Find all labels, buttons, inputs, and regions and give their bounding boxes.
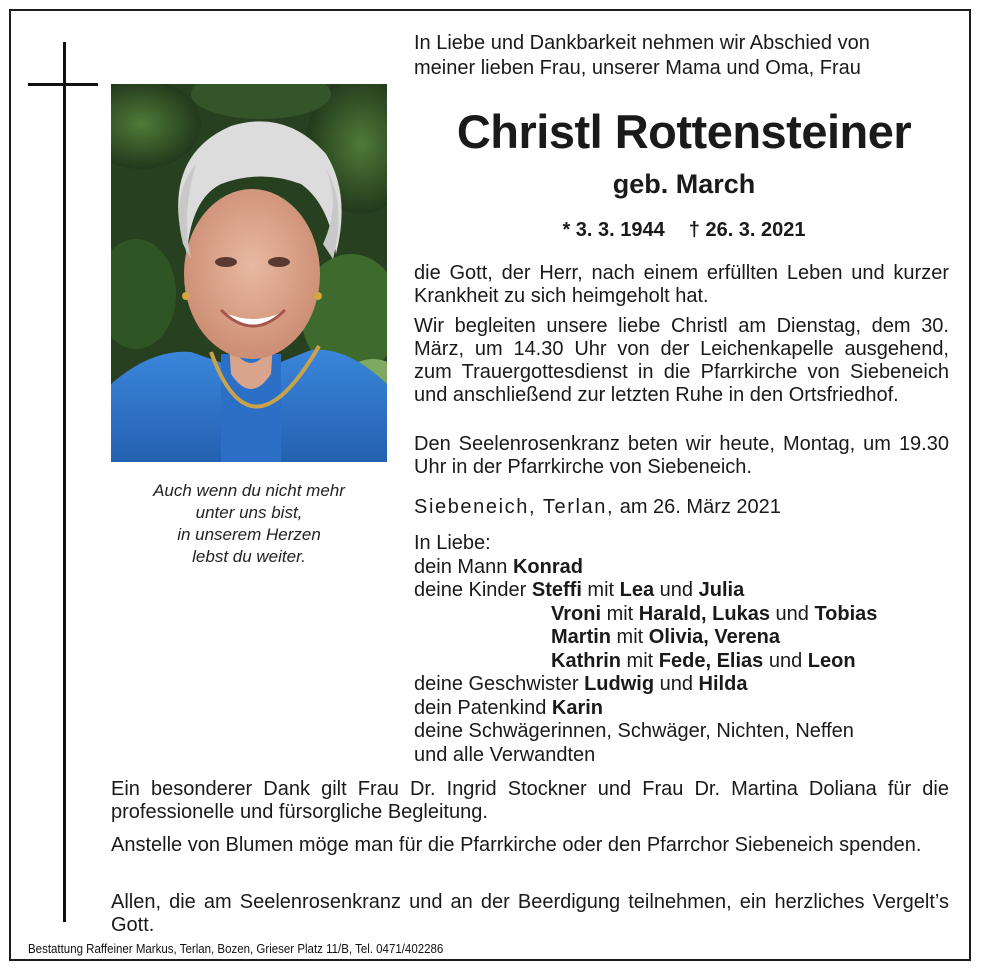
undertaker-info: Bestattung Raffeiner Markus, Terlan, Bozen, Grieser Platz 11/B, Tel. 0471/402286 [28,942,444,956]
quote-line: Auch wenn du nicht mehr [153,481,345,500]
life-dates [414,217,954,243]
relation-label: dein Patenkind [414,696,552,719]
intro-text [414,31,954,81]
quote-line: lebst du weiter. [192,547,306,566]
connector-text: und [769,602,815,625]
intro-line: In Liebe und Dankbarkeit nehmen wir Abschied von [414,32,870,54]
family-row [414,579,877,603]
relative-name: Lea [619,579,655,601]
relation-label: deine Kinder [414,579,532,601]
relative-name: Tobias [814,602,878,625]
death-date: † 26. 3. 2021 [688,219,806,241]
family-row [414,744,877,768]
deceased-name: Christl Rottensteiner [456,105,912,158]
relative-name: Olivia, Verena [648,626,780,648]
obituary-notice [9,9,971,961]
relation-label: deine Geschwister [414,673,585,695]
relation-label: dein Mann [414,555,513,578]
family-row [414,720,877,744]
donation-note: Anstelle von Blumen möge man für die Pfarrkirche oder den Pfarrchor Siebeneich spenden. [111,834,922,856]
family-list [414,532,877,767]
connector-text: mit [581,579,620,601]
relative-name: Julia [698,579,745,601]
relative-name: Fede, Elias [658,649,764,672]
place-date [414,494,781,520]
family-row [414,650,877,674]
family-row [414,626,877,650]
cross-icon-horizontal [28,83,98,86]
intro-line: meiner lieben Frau, unserer Mama und Oma, Frau [414,57,861,79]
relative-name: Leon [807,649,856,672]
family-row [414,603,877,627]
connector-text: mit [621,649,659,672]
memorial-quote [111,480,387,568]
quote-line: in unserem Herzen [177,525,321,544]
connector-text: mit [611,626,649,648]
relative-name: Harald, Lukas [638,602,770,625]
connector-text: und [654,579,699,601]
relative-name: Kathrin [551,649,621,672]
family-row [414,556,877,580]
place: Siebeneich, Terlan, [414,496,615,518]
cross-icon-vertical [63,42,66,922]
quote-line: unter uns bist, [195,503,303,522]
family-row [414,697,877,721]
relative-name: Karin [551,696,604,719]
relative-name: Konrad [512,555,583,578]
thanks-doctors: Ein besonderer Dank gilt Frau Dr. Ingrid Stockner und Frau Dr. Martina Doliana für die professionelle und fürsorgliche Begleitung. [111,778,949,823]
relative-name: Ludwig [584,673,655,695]
relation-label: deine Schwägerinnen, Schwäger, Nichten, Neffen [414,720,854,742]
connector-text: mit [601,602,639,625]
family-heading: In Liebe: [414,532,491,554]
date: am 26. März 2021 [619,496,781,518]
family-row [414,673,877,697]
maiden-name: geb. March [612,169,756,199]
paragraph-funeral: Wir begleiten unsere liebe Christl am Dienstag, dem 30. März, um 14.30 Uhr von der Leichenkapelle ausgehend, zum Trauergottesdienst in die Pfarrkirche von Siebeneich und anschließend zur letzten Ruhe in den Ortsfriedhof. [414,315,949,406]
thanks-attendees: Allen, die am Seelenrosenkranz und an der Beerdigung teilnehmen, ein herzliches Vergelt’s Gott. [111,891,949,936]
portrait-photo [111,84,387,462]
connector-text: und [763,649,808,672]
relative-name: Hilda [698,673,748,695]
relative-name: Steffi [531,579,582,601]
relation-label: und alle Verwandten [414,743,596,766]
connector-text: und [654,673,699,695]
paragraph-passing: die Gott, der Herr, nach einem erfüllten Leben und kurzer Krankheit zu sich heimgeholt hat. [414,262,949,307]
relative-name: Vroni [551,602,602,625]
paragraph-rosary: Den Seelenrosenkranz beten wir heute, Montag, um 19.30 Uhr in der Pfarrkirche von Siebeneich. [414,433,949,478]
relative-name: Martin [551,626,611,648]
birth-date: * 3. 3. 1944 [562,219,665,241]
